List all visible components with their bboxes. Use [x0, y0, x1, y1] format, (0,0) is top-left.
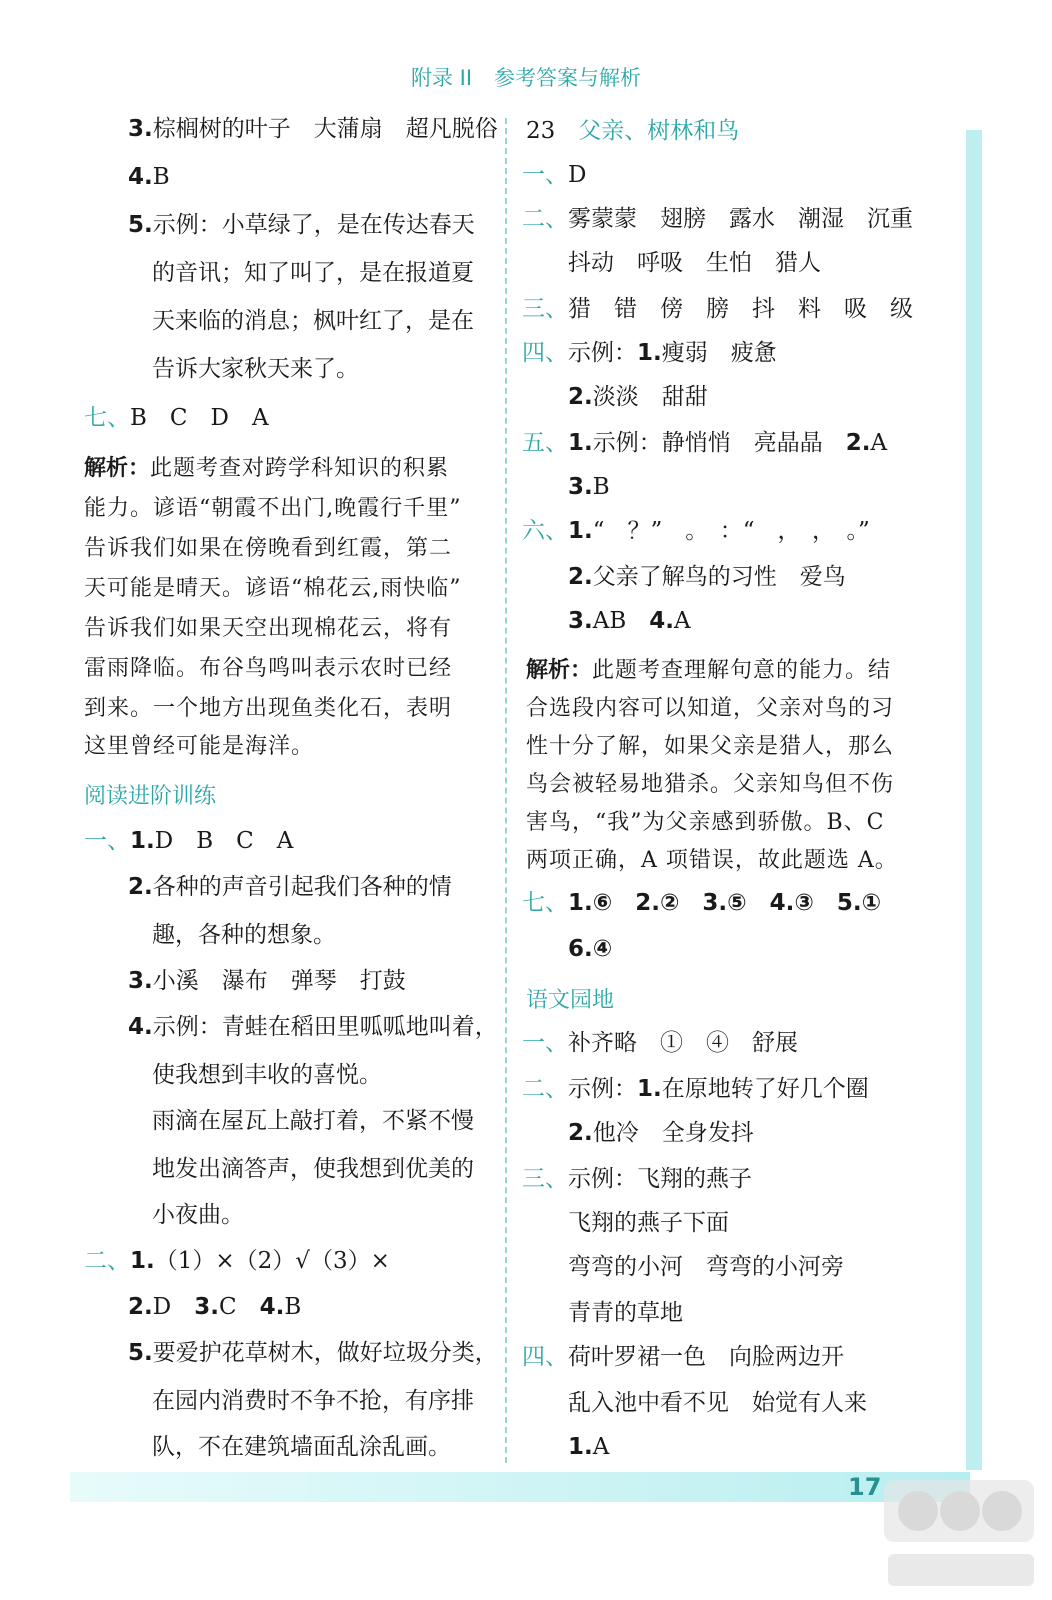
answer-line: 小夜曲。 — [152, 1202, 244, 1228]
item-number: 4. — [649, 608, 675, 634]
item-number: 1. — [637, 1076, 662, 1102]
header-section: 附录 II — [410, 66, 473, 90]
item-number: 4. — [259, 1294, 285, 1320]
answer-line: 飞翔的燕子下面 — [568, 1210, 729, 1236]
side-decoration-bar — [966, 130, 982, 1470]
answer-line — [522, 204, 913, 234]
answer-text: 示例：小草绿了，是在传达春天 — [152, 212, 475, 238]
question-prefix: 一、 — [522, 1030, 568, 1056]
item-number: 1. — [568, 430, 593, 456]
answer-line: 的音讯；知了叫了，是在报道夏 — [152, 260, 474, 286]
answer-text: D — [568, 162, 587, 188]
answer-text: “ ？” 。 ：“ ， ， 。” — [592, 518, 870, 544]
answer-text: 要爱护花草树木，做好垃圾分类， — [152, 1340, 498, 1366]
item-number: 3. — [128, 116, 153, 142]
question-prefix: 三、 — [522, 296, 568, 322]
answer-text: 示例： — [568, 340, 637, 366]
answer-text: 各种的声音引起我们各种的情 — [152, 874, 452, 900]
answer-line — [128, 114, 498, 144]
answer-line — [522, 160, 586, 190]
analysis-line: 到来。一个地方出现鱼类化石，表明 — [84, 696, 453, 721]
item-number: 2. — [845, 430, 871, 456]
answer-text: 棕榈树的叶子 大蒲扇 超凡脱俗 — [152, 116, 498, 142]
answer-text: 雾蒙蒙 翅膀 露水 潮湿 沉重 — [568, 206, 913, 232]
answer-text: 父亲了解鸟的习性 爱鸟 — [592, 564, 846, 590]
item-number: 1. — [637, 340, 662, 366]
analysis-text: 此题考查对跨学科知识的积累 — [150, 456, 450, 481]
item-number: 3. — [568, 608, 593, 634]
answer-text: D B C A — [154, 828, 294, 854]
answer-text: 1.⑥ 2.② 3.⑤ 4.③ 5.① — [568, 890, 882, 916]
answer-line — [522, 428, 887, 458]
answer-text: B — [152, 164, 170, 190]
question-prefix: 七、 — [522, 890, 568, 916]
answer-text: 他冷 全身发抖 — [592, 1120, 754, 1146]
item-number: 2. — [568, 1120, 593, 1146]
answer-line: 弯弯的小河 弯弯的小河旁 — [568, 1254, 844, 1280]
answer-line — [568, 472, 610, 502]
question-prefix: 二、 — [522, 1076, 568, 1102]
answer-text: （1）×（2）√（3）× — [154, 1248, 390, 1274]
answer-line — [128, 162, 170, 192]
item-number: 3. — [568, 474, 593, 500]
analysis-line: 能力。谚语“朝霞不出门,晚霞行千里” — [84, 496, 462, 521]
answer-line — [522, 294, 913, 324]
answer-line — [128, 966, 406, 996]
answer-text: D — [152, 1294, 172, 1320]
question-prefix: 二、 — [84, 1248, 130, 1274]
answer-line — [568, 562, 846, 592]
answer-line — [522, 1164, 752, 1194]
page-number: 17 — [848, 1473, 882, 1501]
answer-text: 猎 错 傍 膀 抖 料 吸 级 — [568, 296, 913, 322]
header-title: 参考答案与解析 — [494, 66, 642, 90]
answer-line: 雨滴在屋瓦上敲打着，不紧不慢 — [152, 1108, 474, 1134]
item-number: 1. — [568, 1434, 593, 1460]
answer-line: 队，不在建筑墙面乱涂乱画。 — [152, 1434, 451, 1460]
answer-line — [128, 1012, 498, 1042]
item-number: 3. — [128, 968, 153, 994]
item-number: 5. — [128, 1340, 153, 1366]
item-number: 4. — [128, 1014, 153, 1040]
question-prefix: 六、 — [522, 518, 568, 544]
answer-line — [568, 1432, 609, 1462]
answer-text: B C D A — [130, 405, 269, 431]
answer-line: 青青的草地 — [568, 1300, 683, 1326]
answer-line — [84, 403, 269, 433]
answer-text: 示例：静悄悄 亮晶晶 — [592, 430, 823, 456]
answer-line — [128, 210, 475, 240]
column-divider — [505, 118, 507, 1463]
question-prefix: 四、 — [522, 1344, 568, 1370]
answer-line — [128, 1338, 498, 1368]
lesson-number: 23 — [526, 118, 556, 144]
analysis-label: 解析： — [526, 658, 593, 683]
answer-text: A — [674, 608, 691, 634]
answer-line — [522, 1342, 844, 1372]
answer-text: 小溪 瀑布 弹琴 打鼓 — [152, 968, 406, 994]
item-number: 2. — [128, 1294, 153, 1320]
item-number: 2. — [568, 384, 593, 410]
answer-line: 乱入池中看不见 始觉有人来 — [568, 1390, 867, 1416]
question-prefix: 二、 — [522, 206, 568, 232]
answer-line: 在园内消费时不争不抢，有序排 — [152, 1388, 474, 1414]
analysis-line: 这里曾经可能是海洋。 — [84, 734, 315, 759]
analysis-line: 雷雨降临。布谷鸟鸣叫表示农时已经 — [84, 656, 453, 681]
section-title: 阅读进阶训练 — [84, 784, 217, 809]
answer-line — [522, 516, 870, 546]
answer-line: 天来临的消息；枫叶红了，是在 — [152, 308, 474, 334]
answer-text: C — [218, 1294, 237, 1320]
item-number: 2. — [128, 874, 153, 900]
answer-line — [522, 1074, 869, 1104]
answer-line — [128, 1292, 301, 1322]
question-prefix: 四、 — [522, 340, 568, 366]
item-number: 1. — [130, 828, 155, 854]
answer-text: AB — [592, 608, 627, 634]
answer-text: 瘦弱 疲惫 — [661, 340, 777, 366]
watermark-logo-icon — [878, 1470, 1048, 1598]
answer-text: A — [870, 430, 888, 456]
item-number: 1. — [130, 1248, 155, 1274]
analysis-line: 天可能是晴天。谚语“棉花云,雨快临” — [84, 576, 462, 601]
answer-line: 抖动 呼吸 生怕 猎人 — [568, 250, 821, 276]
analysis-line: 告诉我们如果天空出现棉花云，将有 — [84, 616, 453, 641]
item-number: 4. — [128, 164, 153, 190]
analysis-line — [526, 656, 891, 686]
answer-text: 淡淡 甜甜 — [592, 384, 708, 410]
answer-line — [128, 872, 452, 902]
answer-text: B — [284, 1294, 302, 1320]
answer-line: 使我想到丰收的喜悦。 — [152, 1062, 382, 1088]
analysis-text: 此题考查理解句意的能力。结 — [592, 658, 892, 683]
answer-line — [522, 888, 881, 918]
answer-line — [84, 1246, 390, 1276]
answer-line: 地发出滴答声，使我想到优美的 — [152, 1156, 474, 1182]
page-header — [0, 62, 1052, 92]
item-number: 2. — [568, 564, 593, 590]
answer-line — [568, 606, 691, 636]
question-prefix: 五、 — [522, 430, 568, 456]
question-prefix: 七、 — [84, 405, 130, 431]
answer-line — [522, 338, 777, 368]
item-number: 5. — [128, 212, 153, 238]
answer-line: 告诉大家秋天来了。 — [152, 356, 359, 382]
lesson-title — [526, 116, 739, 146]
analysis-line: 鸟会被轻易地猎杀。父亲知鸟但不伤 — [526, 772, 895, 797]
answer-text: 在原地转了好几个圈 — [661, 1076, 869, 1102]
question-prefix: 一、 — [522, 162, 568, 188]
answer-line — [568, 1118, 754, 1148]
question-prefix: 三、 — [522, 1166, 568, 1192]
answer-text: 示例：飞翔的燕子 — [568, 1166, 752, 1192]
answer-text: B — [592, 474, 610, 500]
analysis-line: 合选段内容可以知道，父亲对鸟的习 — [526, 696, 895, 721]
lesson-name: 父亲、树林和鸟 — [578, 118, 740, 144]
answer-text: 荷叶罗裙一色 向脸两边开 — [568, 1344, 844, 1370]
answer-text: 示例：青蛙在稻田里呱呱地叫着， — [152, 1014, 498, 1040]
answer-text: 补齐略 ① ④ 舒展 — [568, 1030, 798, 1056]
item-number: 3. — [194, 1294, 219, 1320]
section-title: 语文园地 — [526, 988, 615, 1013]
analysis-line: 告诉我们如果在傍晚看到红霞，第二 — [84, 536, 453, 561]
question-prefix: 一、 — [84, 828, 130, 854]
answer-line: 6.④ — [568, 936, 613, 962]
answer-line — [568, 382, 708, 412]
analysis-line — [84, 454, 449, 484]
bottom-decoration-bar — [70, 1472, 970, 1502]
answer-text: 示例： — [568, 1076, 637, 1102]
answer-line — [84, 826, 293, 856]
analysis-label: 解析： — [84, 456, 151, 481]
analysis-line: 性十分了解，如果父亲是猎人，那么 — [526, 734, 895, 759]
answer-text: A — [592, 1434, 610, 1460]
answer-line — [522, 1028, 798, 1058]
item-number: 1. — [568, 518, 593, 544]
answer-line: 趣，各种的想象。 — [152, 922, 336, 948]
analysis-line: 两项正确，A 项错误，故此题选 A。 — [526, 848, 898, 873]
analysis-line: 害鸟，“我”为父亲感到骄傲。B、C — [526, 810, 885, 835]
